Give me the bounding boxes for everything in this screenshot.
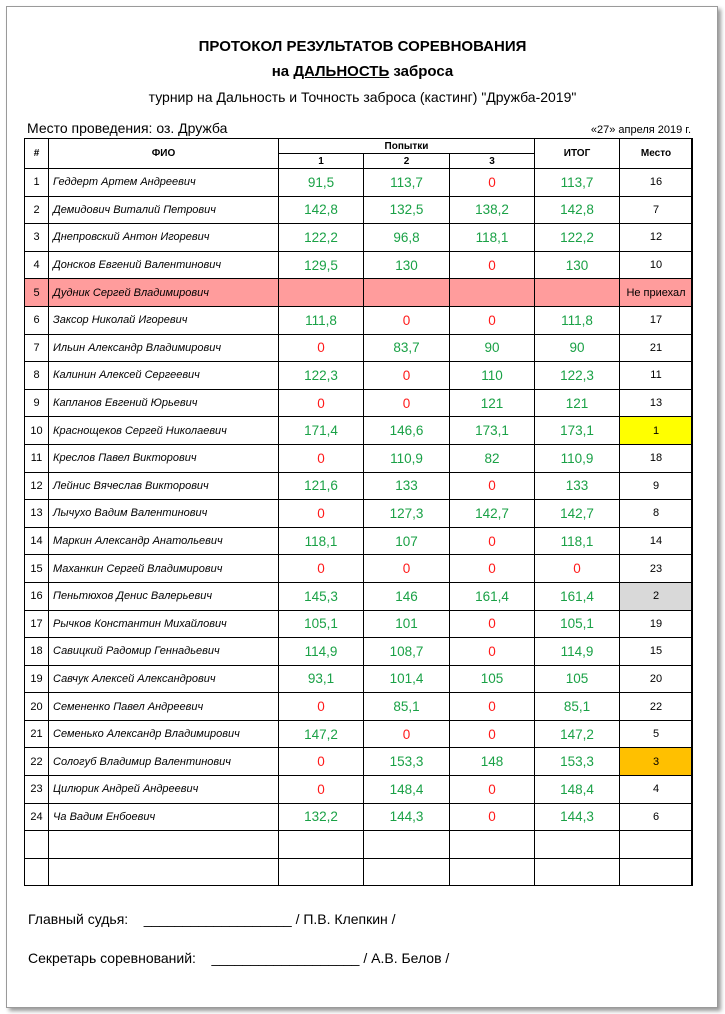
protocol-date: «27» апреля 2019 г. — [590, 124, 691, 136]
participant-name: Лычухо Вадим Валентинович — [49, 500, 279, 528]
row-number: 8 — [25, 362, 49, 390]
attempt-2-value: 107 — [364, 527, 450, 555]
place-value: 12 — [620, 224, 693, 252]
empty-cell — [535, 831, 620, 859]
table-row — [25, 665, 693, 693]
attempt-3-value: 0 — [450, 251, 535, 279]
attempt-1-value: 114,9 — [279, 638, 364, 666]
attempt-3-value — [450, 279, 535, 307]
attempt-3-value: 0 — [450, 803, 535, 831]
attempt-3-value: 0 — [450, 555, 535, 583]
total-value: 148,4 — [535, 776, 620, 804]
discipline-prefix: на — [271, 63, 294, 80]
attempt-2-value: 0 — [364, 555, 450, 583]
attempt-1-value: 0 — [279, 693, 364, 721]
attempt-2-value: 146,6 — [364, 417, 450, 445]
row-number: 1 — [25, 169, 49, 197]
row-number: 2 — [25, 196, 49, 224]
total-value: 105,1 — [535, 610, 620, 638]
attempt-3-value: 0 — [450, 610, 535, 638]
attempt-3-value: 0 — [450, 776, 535, 804]
participant-name: Ильин Александр Владимирович — [49, 334, 279, 362]
attempt-1-value — [279, 279, 364, 307]
participant-name: Креслов Павел Викторович — [49, 444, 279, 472]
header-place: Место — [620, 139, 693, 169]
venue: Место проведения: оз. Дружба — [27, 120, 228, 136]
place-value: 13 — [620, 389, 693, 417]
table-row — [25, 362, 693, 390]
table-row — [25, 417, 693, 445]
participant-name: Заксор Николай Игоревич — [49, 306, 279, 334]
table-row — [25, 334, 693, 362]
attempt-2-value: 130 — [364, 251, 450, 279]
participant-name: Краснощеков Сергей Николаевич — [49, 417, 279, 445]
row-number: 13 — [25, 500, 49, 528]
row-number: 5 — [25, 279, 49, 307]
row-number: 24 — [25, 803, 49, 831]
total-value: 142,8 — [535, 196, 620, 224]
attempt-1-value: 142,8 — [279, 196, 364, 224]
attempt-2-value: 110,9 — [364, 444, 450, 472]
place-value: 8 — [620, 500, 693, 528]
place-value: 5 — [620, 720, 693, 748]
total-value — [535, 279, 620, 307]
table-row — [25, 306, 693, 334]
table-row — [25, 776, 693, 804]
attempt-1-value: 122,2 — [279, 224, 364, 252]
row-number: 21 — [25, 720, 49, 748]
place-value: 14 — [620, 527, 693, 555]
attempt-1-value: 91,5 — [279, 169, 364, 197]
header-num: # — [25, 139, 49, 169]
empty-cell — [49, 858, 279, 886]
row-number: 18 — [25, 638, 49, 666]
table-row — [25, 555, 693, 583]
table-row — [25, 500, 693, 528]
place-value: Не приехал — [620, 279, 693, 307]
results-table — [24, 138, 693, 886]
place-value: 19 — [620, 610, 693, 638]
place-value: 7 — [620, 196, 693, 224]
attempt-1-value: 0 — [279, 334, 364, 362]
total-value: 105 — [535, 665, 620, 693]
attempt-2-value: 0 — [364, 389, 450, 417]
attempt-3-value: 0 — [450, 472, 535, 500]
empty-cell — [450, 831, 535, 859]
table-row — [25, 748, 693, 776]
total-value: 110,9 — [535, 444, 620, 472]
header-attempt-2: 2 — [364, 154, 450, 169]
place-value: 2 — [620, 582, 693, 610]
attempt-1-value: 0 — [279, 555, 364, 583]
row-number: 22 — [25, 748, 49, 776]
attempt-3-value: 0 — [450, 169, 535, 197]
row-number: 23 — [25, 776, 49, 804]
table-row — [25, 169, 693, 197]
row-number: 9 — [25, 389, 49, 417]
attempt-1-value: 111,8 — [279, 306, 364, 334]
place-value: 6 — [620, 803, 693, 831]
participant-name: Днепровский Антон Игоревич — [49, 224, 279, 252]
total-value: 161,4 — [535, 582, 620, 610]
total-value: 121 — [535, 389, 620, 417]
place-value: 16 — [620, 169, 693, 197]
empty-cell — [25, 831, 49, 859]
attempt-1-value: 0 — [279, 500, 364, 528]
table-row — [25, 693, 693, 721]
participant-name: Рычков Константин Михайлович — [49, 610, 279, 638]
header-attempt-3: 3 — [450, 154, 535, 169]
empty-cell — [279, 831, 364, 859]
place-value: 11 — [620, 362, 693, 390]
results-body — [25, 169, 693, 886]
attempt-2-value: 127,3 — [364, 500, 450, 528]
header-name: ФИО — [49, 139, 279, 169]
place-value: 23 — [620, 555, 693, 583]
row-number: 15 — [25, 555, 49, 583]
table-row — [25, 720, 693, 748]
attempt-1-value: 121,6 — [279, 472, 364, 500]
attempt-1-value: 118,1 — [279, 527, 364, 555]
empty-cell — [25, 858, 49, 886]
participant-name: Донсков Евгений Валентинович — [49, 251, 279, 279]
attempt-3-value: 121 — [450, 389, 535, 417]
attempt-2-value: 0 — [364, 362, 450, 390]
attempt-3-value: 105 — [450, 665, 535, 693]
participant-name: Савицкий Радомир Геннадьевич — [49, 638, 279, 666]
empty-cell — [279, 858, 364, 886]
participant-name: Ча Вадим Енбоевич — [49, 803, 279, 831]
attempt-2-value: 133 — [364, 472, 450, 500]
table-row — [25, 196, 693, 224]
attempt-3-value: 90 — [450, 334, 535, 362]
table-row — [25, 389, 693, 417]
total-value: 147,2 — [535, 720, 620, 748]
participant-name: Семенько Александр Владимирович — [49, 720, 279, 748]
secretary-name: / А.В. Белов / — [363, 950, 450, 966]
attempt-2-value: 146 — [364, 582, 450, 610]
empty-cell — [364, 831, 450, 859]
attempt-3-value: 142,7 — [450, 500, 535, 528]
total-value: 153,3 — [535, 748, 620, 776]
attempt-1-value: 147,2 — [279, 720, 364, 748]
place-value: 15 — [620, 638, 693, 666]
participant-name: Маханкин Сергей Владимирович — [49, 555, 279, 583]
place-value: 18 — [620, 444, 693, 472]
total-value: 118,1 — [535, 527, 620, 555]
place-value: 9 — [620, 472, 693, 500]
empty-row — [25, 858, 693, 886]
participant-name: Сологуб Владимир Валентинович — [49, 748, 279, 776]
total-value: 0 — [535, 555, 620, 583]
total-value: 114,9 — [535, 638, 620, 666]
chief-judge-name: / П.В. Клепкин / — [295, 911, 396, 927]
empty-row — [25, 831, 693, 859]
row-number: 4 — [25, 251, 49, 279]
discipline-suffix: заброса — [389, 63, 454, 80]
attempt-1-value: 105,1 — [279, 610, 364, 638]
row-number: 3 — [25, 224, 49, 252]
table-row — [25, 582, 693, 610]
protocol-subtitle-discipline — [0, 63, 725, 80]
empty-cell — [620, 858, 693, 886]
total-value: 85,1 — [535, 693, 620, 721]
attempt-2-value: 85,1 — [364, 693, 450, 721]
attempt-3-value: 110 — [450, 362, 535, 390]
attempt-1-value: 0 — [279, 444, 364, 472]
attempt-2-value: 108,7 — [364, 638, 450, 666]
row-number: 11 — [25, 444, 49, 472]
participant-name: Цилюрик Андрей Андреевич — [49, 776, 279, 804]
attempt-2-value — [364, 279, 450, 307]
empty-cell — [364, 858, 450, 886]
chief-judge-line — [28, 911, 396, 927]
row-number: 14 — [25, 527, 49, 555]
empty-cell — [450, 858, 535, 886]
participant-name: Демидович Виталий Петрович — [49, 196, 279, 224]
participant-name: Савчук Алексей Александрович — [49, 665, 279, 693]
participant-name: Пеньтюхов Денис Валерьевич — [49, 582, 279, 610]
total-value: 144,3 — [535, 803, 620, 831]
attempt-3-value: 0 — [450, 693, 535, 721]
row-number: 12 — [25, 472, 49, 500]
attempt-3-value: 138,2 — [450, 196, 535, 224]
attempt-2-value: 0 — [364, 720, 450, 748]
attempt-2-value: 96,8 — [364, 224, 450, 252]
row-number: 10 — [25, 417, 49, 445]
attempt-3-value: 0 — [450, 638, 535, 666]
table-row — [25, 638, 693, 666]
chief-judge-label: Главный судья: — [28, 911, 129, 927]
total-value: 130 — [535, 251, 620, 279]
row-number: 20 — [25, 693, 49, 721]
chief-judge-signature-line: ___________________ — [143, 911, 292, 927]
total-value: 113,7 — [535, 169, 620, 197]
row-number: 7 — [25, 334, 49, 362]
attempt-2-value: 148,4 — [364, 776, 450, 804]
total-value: 133 — [535, 472, 620, 500]
table-row — [25, 803, 693, 831]
table-row — [25, 610, 693, 638]
place-value: 21 — [620, 334, 693, 362]
attempt-3-value: 0 — [450, 527, 535, 555]
protocol-title: ПРОТОКОЛ РЕЗУЛЬТАТОВ СОРЕВНОВАНИЯ — [198, 38, 527, 55]
total-value: 122,2 — [535, 224, 620, 252]
row-number: 17 — [25, 610, 49, 638]
participant-name: Капланов Евгений Юрьевич — [49, 389, 279, 417]
attempt-2-value: 113,7 — [364, 169, 450, 197]
empty-cell — [620, 831, 693, 859]
participant-name: Маркин Александр Анатольевич — [49, 527, 279, 555]
attempt-1-value: 93,1 — [279, 665, 364, 693]
total-value: 142,7 — [535, 500, 620, 528]
attempt-3-value: 118,1 — [450, 224, 535, 252]
place-value: 22 — [620, 693, 693, 721]
participant-name: Геддерт Артем Андреевич — [49, 169, 279, 197]
tournament-name: турнир на Дальность и Точность заброса (кастинг) "Дружба-2019" — [148, 89, 577, 105]
place-value: 3 — [620, 748, 693, 776]
total-value: 122,3 — [535, 362, 620, 390]
attempt-2-value: 153,3 — [364, 748, 450, 776]
attempt-1-value: 171,4 — [279, 417, 364, 445]
participant-name: Дудник Сергей Владимирович — [49, 279, 279, 307]
participant-name: Лейнис Вячеслав Викторович — [49, 472, 279, 500]
header-attempt-1: 1 — [279, 154, 364, 169]
total-value: 90 — [535, 334, 620, 362]
attempt-2-value: 0 — [364, 306, 450, 334]
attempt-1-value: 122,3 — [279, 362, 364, 390]
attempt-2-value: 144,3 — [364, 803, 450, 831]
total-value: 111,8 — [535, 306, 620, 334]
secretary-line — [28, 950, 449, 966]
row-number: 19 — [25, 665, 49, 693]
secretary-signature-line: ___________________ — [211, 950, 360, 966]
attempt-2-value: 132,5 — [364, 196, 450, 224]
table-row — [25, 444, 693, 472]
empty-cell — [535, 858, 620, 886]
table-row — [25, 279, 693, 307]
table-row — [25, 224, 693, 252]
discipline-name: ДАЛЬНОСТЬ — [293, 63, 390, 80]
attempt-3-value: 0 — [450, 306, 535, 334]
place-value: 1 — [620, 417, 693, 445]
attempt-3-value: 161,4 — [450, 582, 535, 610]
empty-cell — [49, 831, 279, 859]
participant-name: Калинин Алексей Сергеевич — [49, 362, 279, 390]
attempt-2-value: 101 — [364, 610, 450, 638]
header-attempts: Попытки — [279, 139, 535, 154]
attempt-3-value: 0 — [450, 720, 535, 748]
place-value: 20 — [620, 665, 693, 693]
attempt-1-value: 0 — [279, 748, 364, 776]
row-number: 6 — [25, 306, 49, 334]
secretary-label: Секретарь соревнований: — [28, 950, 196, 966]
attempt-1-value: 0 — [279, 776, 364, 804]
place-value: 4 — [620, 776, 693, 804]
header-total: ИТОГ — [535, 139, 620, 169]
attempt-1-value: 129,5 — [279, 251, 364, 279]
participant-name: Семененко Павел Андреевич — [49, 693, 279, 721]
place-value: 10 — [620, 251, 693, 279]
attempt-1-value: 132,2 — [279, 803, 364, 831]
attempt-1-value: 0 — [279, 389, 364, 417]
attempt-3-value: 173,1 — [450, 417, 535, 445]
attempt-2-value: 101,4 — [364, 665, 450, 693]
attempt-3-value: 148 — [450, 748, 535, 776]
table-row — [25, 472, 693, 500]
table-row — [25, 251, 693, 279]
row-number: 16 — [25, 582, 49, 610]
table-row — [25, 527, 693, 555]
attempt-2-value: 83,7 — [364, 334, 450, 362]
place-value: 17 — [620, 306, 693, 334]
attempt-1-value: 145,3 — [279, 582, 364, 610]
total-value: 173,1 — [535, 417, 620, 445]
attempt-3-value: 82 — [450, 444, 535, 472]
